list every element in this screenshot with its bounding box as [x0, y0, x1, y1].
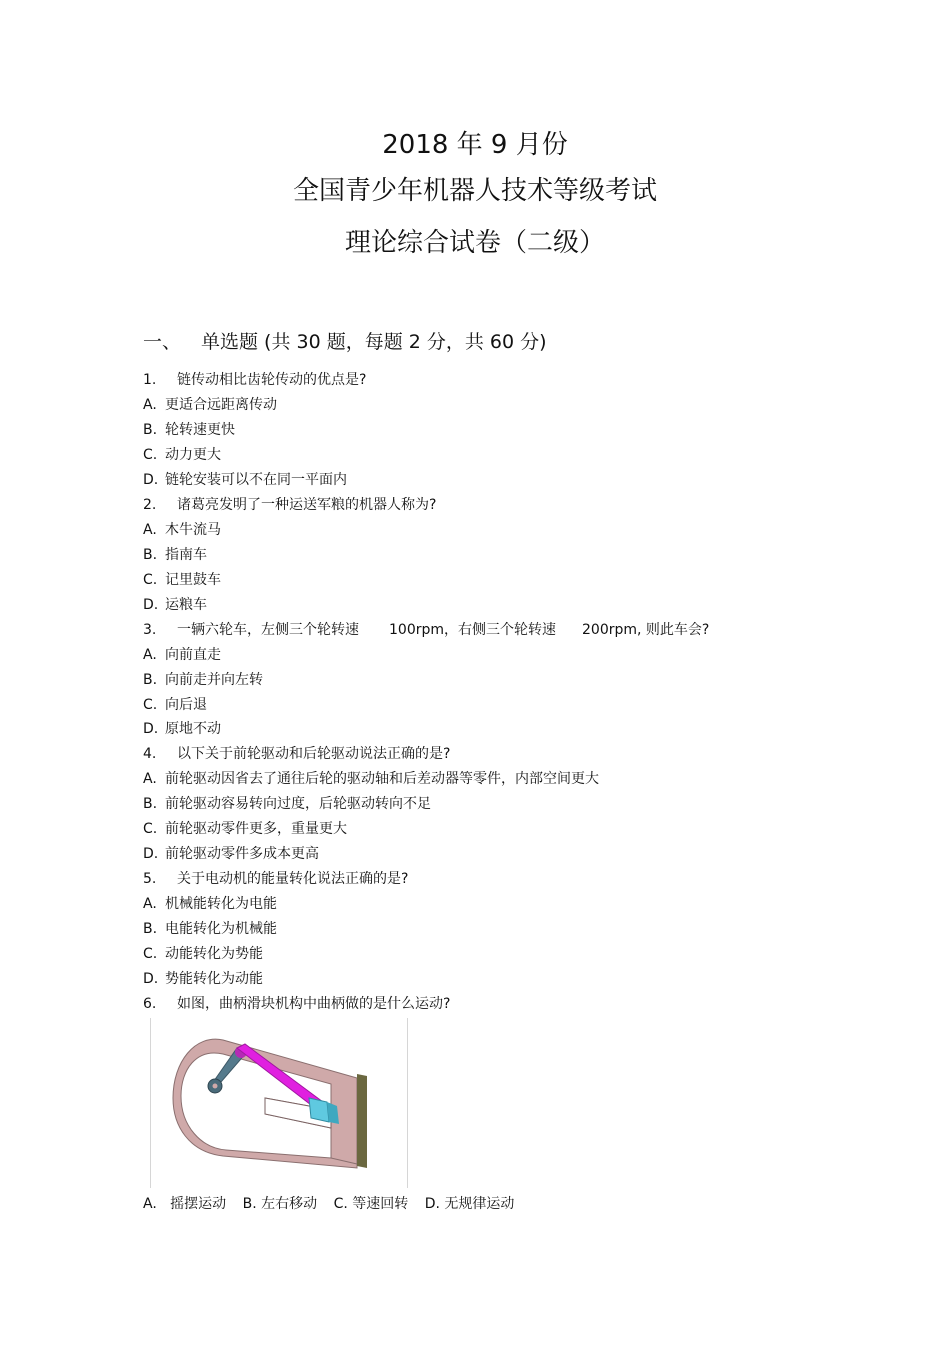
option-label: D.	[143, 597, 159, 613]
option-label: D.	[424, 1196, 440, 1212]
question-text: 关于电动机的能量转化说法正确的是?	[177, 871, 409, 887]
question-text: 200rpm, 则此车会?	[582, 622, 710, 638]
answer-option	[143, 570, 221, 590]
option-text: 摇摆运动	[170, 1196, 227, 1212]
answer-option	[143, 520, 221, 540]
option-text: 记里鼓车	[165, 572, 221, 588]
slider-block	[309, 1098, 329, 1122]
answer-option	[425, 1196, 515, 1212]
answer-option	[143, 470, 347, 490]
answer-option	[334, 1196, 409, 1212]
question-text: 以下关于前轮驱动和后轮驱动说法正确的是?	[177, 746, 451, 762]
answer-option	[143, 894, 277, 914]
answer-option	[143, 719, 221, 739]
option-label: B.	[143, 921, 158, 937]
option-text: 前轮驱动零件多成本更高	[165, 846, 319, 862]
option-label: C.	[333, 1196, 348, 1212]
option-text: 势能转化为动能	[165, 971, 263, 987]
option-text: 向前直走	[165, 647, 221, 663]
paper-title: 理论综合试卷（二级）	[344, 228, 605, 258]
question-stem	[143, 620, 709, 640]
answer-option	[143, 445, 221, 465]
question-stem	[143, 994, 450, 1014]
option-label: A.	[143, 771, 157, 787]
option-label: C.	[143, 821, 158, 837]
option-text: 链轮安装可以不在同一平面内	[165, 472, 347, 488]
question-stem	[143, 370, 366, 390]
option-text: 木牛流马	[165, 522, 221, 538]
exam-name: 全国青少年机器人技术等级考试	[292, 176, 657, 206]
option-label: A.	[143, 1196, 157, 1212]
answer-option	[143, 395, 277, 415]
option-text: 前轮驱动容易转向过度，后轮驱动转向不足	[165, 796, 431, 812]
answer-option	[143, 969, 263, 989]
option-text: 前轮驱动因省去了通往后轮的驱动轴和后差动器等零件，内部空间更大	[165, 771, 599, 787]
option-text: 运粮车	[165, 597, 207, 613]
option-text: 电能转化为机械能	[165, 921, 277, 937]
option-text: 前轮驱动零件更多，重量更大	[165, 821, 347, 837]
answer-option	[143, 545, 207, 565]
question-text: 如图，曲柄滑块机构中曲柄做的是什么运动?	[177, 996, 451, 1012]
crank-pivot-hole	[213, 1084, 218, 1089]
question-number: 3.	[143, 622, 157, 638]
question-text: 诸葛亮发明了一种运送军粮的机器人称为?	[177, 497, 437, 513]
option-text: 动能转化为势能	[165, 946, 263, 962]
option-text: 更适合远距离传动	[165, 397, 277, 413]
option-label: D.	[143, 971, 159, 987]
option-label: D.	[143, 846, 159, 862]
option-label: D.	[143, 472, 159, 488]
question-text: 链传动相比齿轮传动的优点是?	[177, 372, 367, 388]
option-label: A.	[143, 522, 157, 538]
answer-options-row	[143, 1194, 526, 1214]
option-label: A.	[143, 647, 157, 663]
answer-option	[143, 420, 235, 440]
answer-option	[143, 944, 263, 964]
option-text: 左右移动	[261, 1196, 318, 1212]
question-stem	[143, 869, 408, 889]
answer-option	[143, 844, 319, 864]
option-text: 无规律运动	[444, 1196, 515, 1212]
question-text: 一辆六轮车，左侧三个轮转速	[177, 622, 359, 638]
answer-option	[143, 1196, 226, 1212]
question-number: 6.	[143, 996, 157, 1012]
answer-option	[243, 1196, 318, 1212]
answer-option	[143, 670, 263, 690]
question-number: 2.	[143, 497, 157, 513]
question-text: 100rpm，右侧三个轮转速	[389, 622, 557, 638]
section-number: 一、	[143, 331, 182, 353]
option-label: B.	[143, 796, 158, 812]
answer-option	[143, 769, 599, 789]
option-label: C.	[143, 572, 158, 588]
question-number: 5.	[143, 871, 157, 887]
option-label: A.	[143, 896, 157, 912]
question-number: 1.	[143, 372, 157, 388]
crank-slider-illustration	[151, 1018, 407, 1188]
option-label: C.	[143, 447, 158, 463]
crank-slider-figure	[150, 1018, 408, 1188]
section-heading	[143, 328, 547, 356]
option-text: 机械能转化为电能	[165, 896, 277, 912]
option-label: C.	[143, 946, 158, 962]
option-label: B.	[242, 1196, 257, 1212]
option-text: 向后退	[165, 697, 207, 713]
option-label: C.	[143, 697, 158, 713]
question-number: 4.	[143, 746, 157, 762]
guide-rail	[357, 1074, 367, 1168]
question-stem	[143, 495, 436, 515]
section-title: 单选题 (共 30 题，每题 2 分，共 60 分)	[201, 331, 547, 353]
answer-option	[143, 595, 207, 615]
answer-option	[143, 819, 347, 839]
option-text: 等速回转	[352, 1196, 409, 1212]
answer-option	[143, 695, 207, 715]
option-label: A.	[143, 397, 157, 413]
option-label: D.	[143, 721, 159, 737]
answer-option	[143, 919, 277, 939]
option-text: 向前走并向左转	[165, 672, 263, 688]
option-text: 原地不动	[165, 721, 221, 737]
exam-date: 2018 年 9 月份	[382, 130, 568, 160]
question-stem	[143, 744, 450, 764]
option-text: 指南车	[165, 547, 207, 563]
option-label: B.	[143, 422, 158, 438]
option-label: B.	[143, 547, 158, 563]
option-text: 动力更大	[165, 447, 221, 463]
option-text: 轮转速更快	[165, 422, 235, 438]
option-label: B.	[143, 672, 158, 688]
answer-option	[143, 645, 221, 665]
answer-option	[143, 794, 431, 814]
